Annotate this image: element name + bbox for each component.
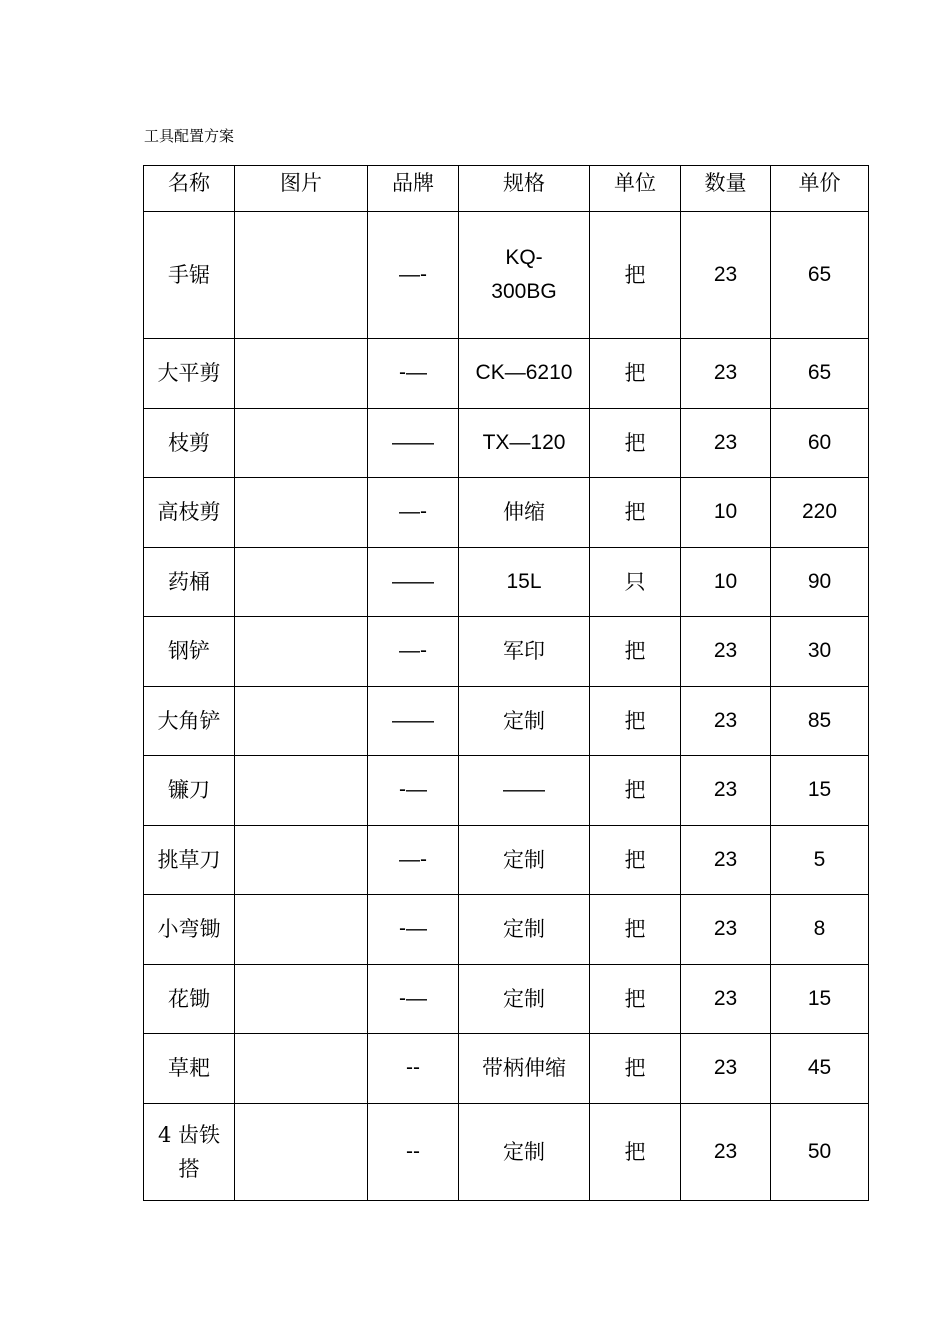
cell-quantity: 23 [681, 1034, 771, 1104]
cell-spec: 定制 [459, 964, 590, 1034]
cell-price: 30 [771, 617, 869, 687]
cell-price: 90 [771, 547, 869, 617]
cell-unit: 把 [590, 478, 681, 548]
cell-picture [235, 478, 368, 548]
table-row [144, 212, 869, 339]
cell-brand: —- [368, 478, 459, 548]
cell-quantity: 23 [681, 408, 771, 478]
name-line: 搭 [178, 1156, 200, 1181]
header-quantity: 数量 [681, 166, 771, 212]
table-header-row [144, 166, 869, 212]
cell-brand: —— [368, 408, 459, 478]
cell-unit: 把 [590, 1034, 681, 1104]
cell-unit: 把 [590, 756, 681, 826]
cell-brand: -— [368, 339, 459, 409]
table-row [144, 478, 869, 548]
cell-quantity: 23 [681, 1103, 771, 1200]
cell-name: 高枝剪 [144, 478, 235, 548]
cell-picture [235, 964, 368, 1034]
cell-quantity: 23 [681, 686, 771, 756]
cell-spec: 定制 [459, 1103, 590, 1200]
cell-price: 65 [771, 339, 869, 409]
cell-unit: 把 [590, 686, 681, 756]
cell-brand: -— [368, 756, 459, 826]
cell-quantity: 23 [681, 756, 771, 826]
header-picture: 图片 [235, 166, 368, 212]
cell-brand: —— [368, 686, 459, 756]
cell-unit: 把 [590, 895, 681, 965]
cell-unit: 把 [590, 212, 681, 339]
cell-name: 草耙 [144, 1034, 235, 1104]
cell-quantity: 23 [681, 895, 771, 965]
cell-quantity: 23 [681, 825, 771, 895]
cell-spec: 带柄伸缩 [459, 1034, 590, 1104]
cell-picture [235, 1034, 368, 1104]
cell-picture [235, 686, 368, 756]
cell-price: 5 [771, 825, 869, 895]
cell-spec: CK—6210 [459, 339, 590, 409]
cell-spec: TX—120 [459, 408, 590, 478]
cell-unit: 把 [590, 408, 681, 478]
cell-name: 大角铲 [144, 686, 235, 756]
cell-name: 枝剪 [144, 408, 235, 478]
header-brand: 品牌 [368, 166, 459, 212]
cell-picture [235, 212, 368, 339]
cell-brand: —- [368, 212, 459, 339]
cell-quantity: 23 [681, 212, 771, 339]
cell-brand: -— [368, 964, 459, 1034]
header-name: 名称 [144, 166, 235, 212]
cell-name: 挑草刀 [144, 825, 235, 895]
cell-picture [235, 756, 368, 826]
cell-spec: 伸缩 [459, 478, 590, 548]
cell-quantity: 23 [681, 339, 771, 409]
cell-brand: —- [368, 617, 459, 687]
cell-unit: 把 [590, 617, 681, 687]
cell-name: 小弯锄 [144, 895, 235, 965]
cell-price: 15 [771, 964, 869, 1034]
document-title: 工具配置方案 [144, 127, 235, 145]
cell-name: 镰刀 [144, 756, 235, 826]
spec-line: 300BG [491, 280, 557, 303]
table-row [144, 547, 869, 617]
cell-unit: 只 [590, 547, 681, 617]
cell-spec: 定制 [459, 895, 590, 965]
cell-brand: -- [368, 1034, 459, 1104]
cell-brand: —- [368, 825, 459, 895]
header-price: 单价 [771, 166, 869, 212]
cell-spec: —— [459, 756, 590, 826]
cell-quantity: 23 [681, 964, 771, 1034]
table-row [144, 756, 869, 826]
table-row [144, 1034, 869, 1104]
cell-picture [235, 1103, 368, 1200]
cell-unit: 把 [590, 825, 681, 895]
cell-quantity: 23 [681, 617, 771, 687]
table-row [144, 964, 869, 1034]
cell-quantity: 10 [681, 547, 771, 617]
cell-quantity: 10 [681, 478, 771, 548]
cell-name: 花锄 [144, 964, 235, 1034]
table-row [144, 339, 869, 409]
header-spec: 规格 [459, 166, 590, 212]
cell-price: 60 [771, 408, 869, 478]
cell-name: 大平剪 [144, 339, 235, 409]
cell-spec [459, 212, 590, 339]
cell-price: 45 [771, 1034, 869, 1104]
spec-line: KQ- [505, 246, 543, 269]
cell-spec: 15L [459, 547, 590, 617]
cell-brand: -— [368, 895, 459, 965]
cell-spec: 定制 [459, 825, 590, 895]
table-row [144, 617, 869, 687]
table-row [144, 408, 869, 478]
cell-picture [235, 895, 368, 965]
name-line: 4 齿铁 [157, 1122, 221, 1147]
table-row [144, 1103, 869, 1200]
cell-price: 8 [771, 895, 869, 965]
cell-price: 85 [771, 686, 869, 756]
cell-picture [235, 547, 368, 617]
table-row [144, 895, 869, 965]
cell-picture [235, 825, 368, 895]
cell-name [144, 1103, 235, 1200]
cell-picture [235, 408, 368, 478]
cell-price: 15 [771, 756, 869, 826]
cell-name: 手锯 [144, 212, 235, 339]
table-row [144, 686, 869, 756]
cell-spec: 军印 [459, 617, 590, 687]
cell-brand: —— [368, 547, 459, 617]
tool-config-table [143, 165, 869, 1201]
cell-brand: -- [368, 1103, 459, 1200]
cell-price: 65 [771, 212, 869, 339]
cell-unit: 把 [590, 964, 681, 1034]
cell-name: 钢铲 [144, 617, 235, 687]
cell-price: 220 [771, 478, 869, 548]
cell-spec: 定制 [459, 686, 590, 756]
cell-name: 药桶 [144, 547, 235, 617]
header-unit: 单位 [590, 166, 681, 212]
cell-picture [235, 617, 368, 687]
table-row [144, 825, 869, 895]
cell-unit: 把 [590, 1103, 681, 1200]
cell-unit: 把 [590, 339, 681, 409]
cell-picture [235, 339, 368, 409]
cell-price: 50 [771, 1103, 869, 1200]
